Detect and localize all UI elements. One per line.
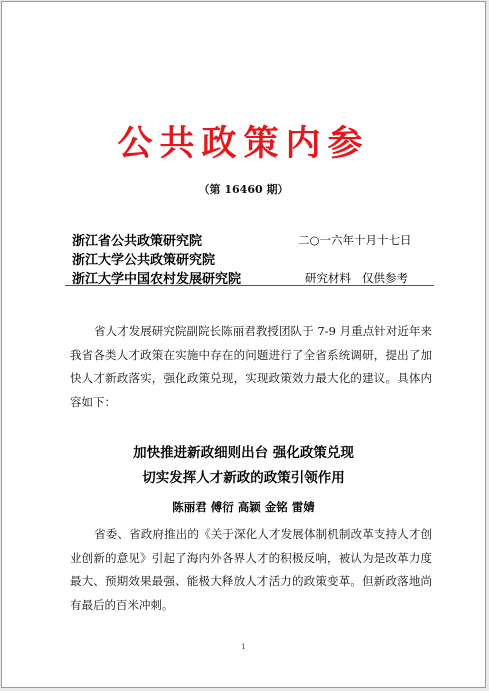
page-number: 1 bbox=[241, 643, 246, 651]
document-page bbox=[1, 1, 486, 688]
distribution-note: 研究材料 仅供参考 bbox=[305, 271, 408, 285]
header-divider bbox=[65, 285, 434, 286]
body-paragraph bbox=[70, 523, 432, 617]
body-text: 省委、省政府推出的《关于深化人才发展体制机制改革支持人才创业创新的意见》引起了海内外各界人才的积极反响，被认为是改革力度最大、预期效果最强、能极大释放人才活力的政策变革。但新政落地尚有最后的百米冲刺。 bbox=[70, 527, 432, 612]
article-heading-line-2: 切实发挥人才新政的政策引领作用 bbox=[142, 470, 345, 486]
institution-line-3: 浙江大学中国农村发展研究院 bbox=[72, 272, 242, 287]
intro-text: 省人才发展研究院副院长陈丽君教授团队于 7-9 月重点针对近年来我省各类人才政策在实施中存在的问题进行了全省系统调研，提出了加快人才新政落实，强化政策兑现，实现政策效力最大化的建议。具体内容如下： bbox=[70, 324, 432, 409]
issue-date: 二○一六年十月十七日 bbox=[298, 233, 412, 247]
issue-number: （第 16460 期） bbox=[198, 183, 289, 196]
article-heading-line-1: 加快推进新政细则出台 强化政策兑现 bbox=[133, 445, 354, 461]
institution-line-1: 浙江省公共政策研究院 bbox=[72, 234, 203, 249]
article-authors: 陈丽君 傅衍 高颖 金铭 雷婧 bbox=[172, 500, 315, 514]
publication-title: 公共政策内参 bbox=[117, 124, 370, 164]
institution-line-2: 浙江大学公共政策研究院 bbox=[72, 253, 216, 268]
intro-paragraph bbox=[70, 320, 432, 414]
